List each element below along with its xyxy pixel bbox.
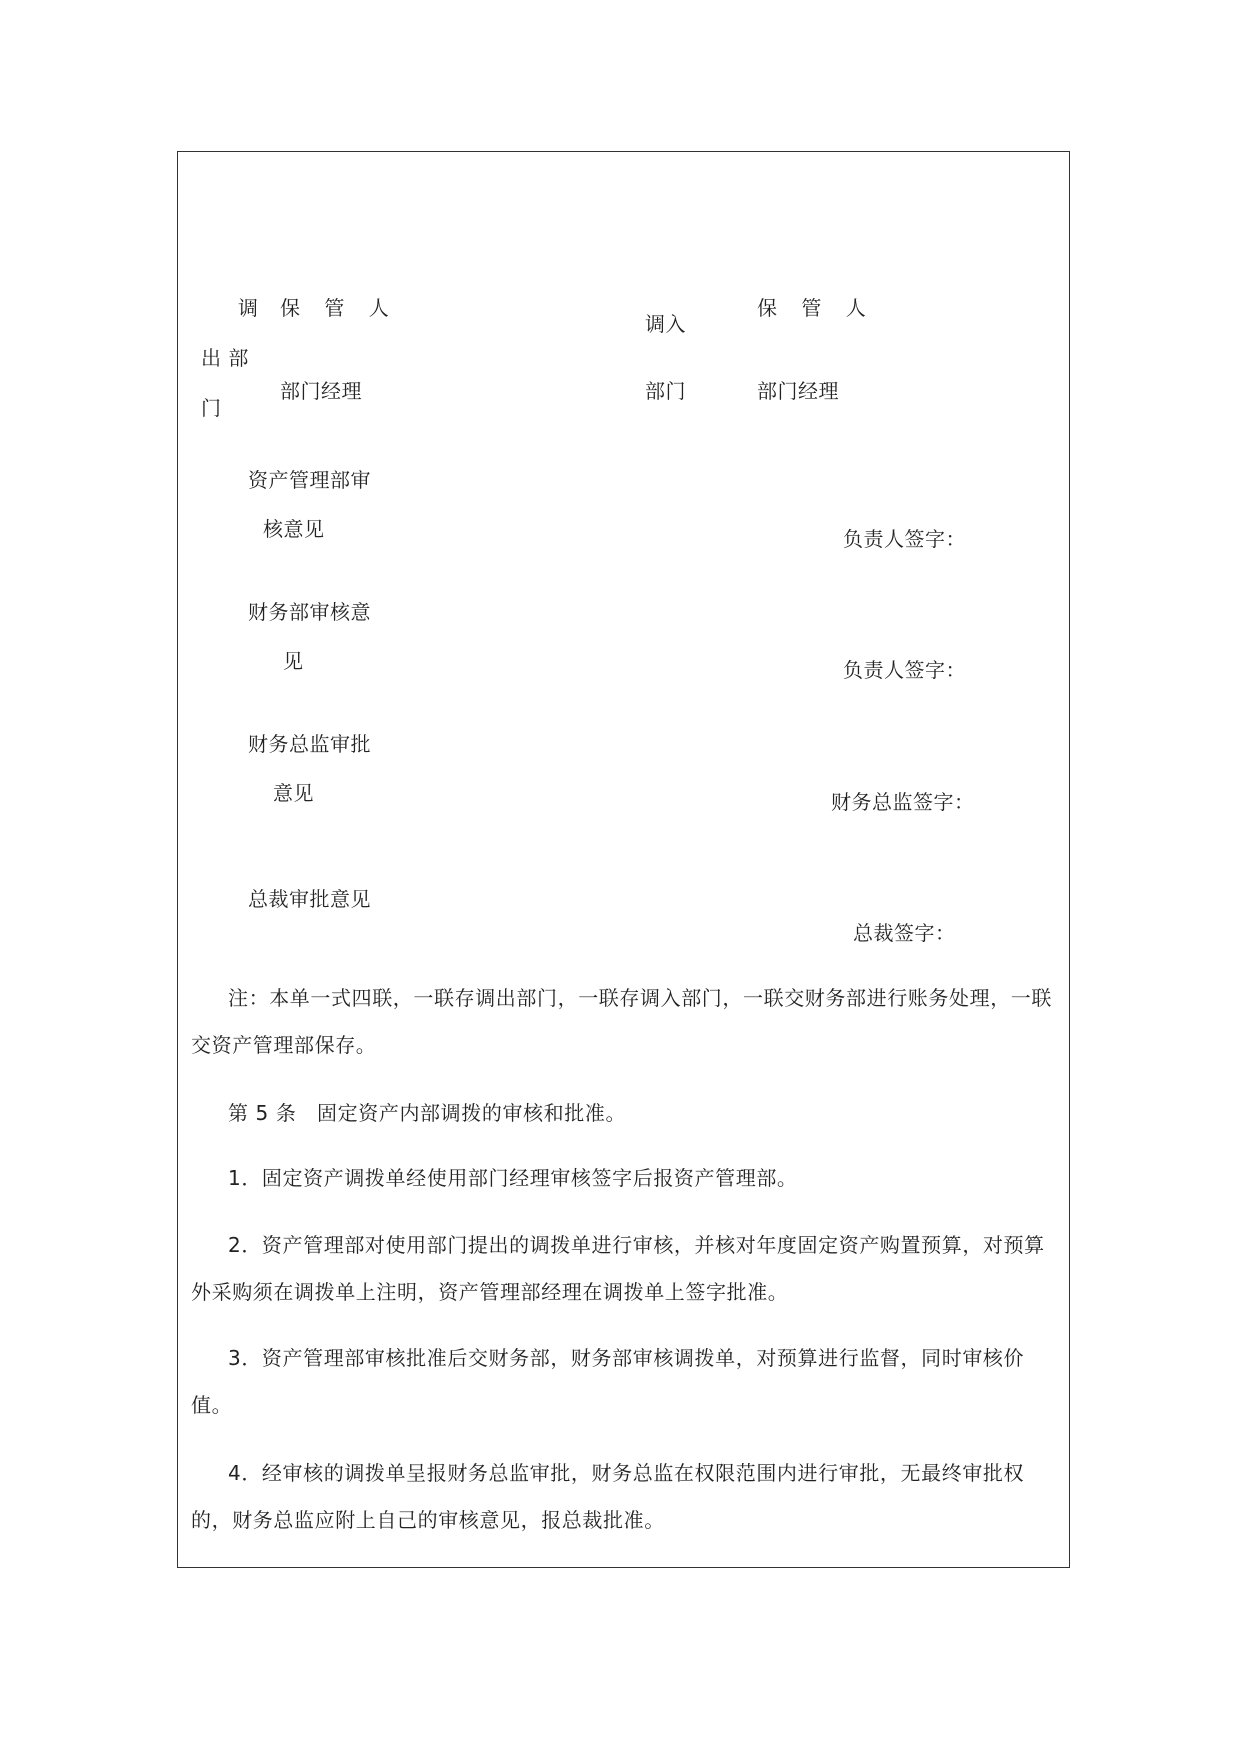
in-dept-label-line1: 调入	[645, 312, 686, 336]
out-dept-label-line3: 门	[201, 396, 222, 420]
asset-dept-sign-label: 负责人签字：	[843, 527, 966, 551]
finance-review-label-line1: 财务部审核意	[248, 600, 371, 624]
out-dept-label-line1: 调	[238, 296, 259, 320]
in-manager-label: 部门经理	[757, 379, 839, 403]
in-dept-label-line2: 部门	[645, 379, 686, 403]
item-1: 1．固定资产调拨单经使用部门经理审核签字后报资产管理部。	[228, 1166, 798, 1190]
out-keeper-label: 保 管 人	[280, 296, 398, 320]
cfo-approval-label-line1: 财务总监审批	[248, 732, 371, 756]
cfo-approval-label-line2: 意见	[273, 781, 314, 805]
out-manager-label: 部门经理	[280, 379, 362, 403]
cfo-sign-label: 财务总监签字：	[831, 790, 975, 814]
item-2: 2．资产管理部对使用部门提出的调拨单进行审核，并核对年度固定资产购置预算，对预算外采购须在调拨单上注明，资产管理部经理在调拨单上签字批准。	[191, 1233, 1045, 1304]
finance-review-label-line2: 见	[283, 649, 304, 673]
asset-dept-review-label-line2: 核意见	[263, 517, 325, 541]
item-4: 4．经审核的调拨单呈报财务总监审批，财务总监在权限范围内进行审批，无最终审批权的，财务总监应附上自己的审核意见，报总裁批准。	[191, 1461, 1025, 1532]
president-sign-label: 总裁签字：	[853, 921, 956, 945]
president-approval-label: 总裁审批意见	[248, 887, 371, 911]
article-title: 第 5 条 固定资产内部调拨的审核和批准。	[228, 1101, 627, 1125]
asset-dept-review-label-line1: 资产管理部审	[248, 468, 371, 492]
note-paragraph: 注：本单一式四联，一联存调出部门，一联存调入部门，一联交财务部进行账务处理，一联交资产管理部保存。	[191, 986, 1052, 1057]
item-3: 3．资产管理部审核批准后交财务部，财务部审核调拨单，对预算进行监督，同时审核价值。	[191, 1346, 1025, 1417]
out-dept-label-line2: 出 部	[201, 346, 249, 370]
finance-sign-label: 负责人签字：	[843, 658, 966, 682]
in-keeper-label: 保 管 人	[757, 296, 875, 320]
